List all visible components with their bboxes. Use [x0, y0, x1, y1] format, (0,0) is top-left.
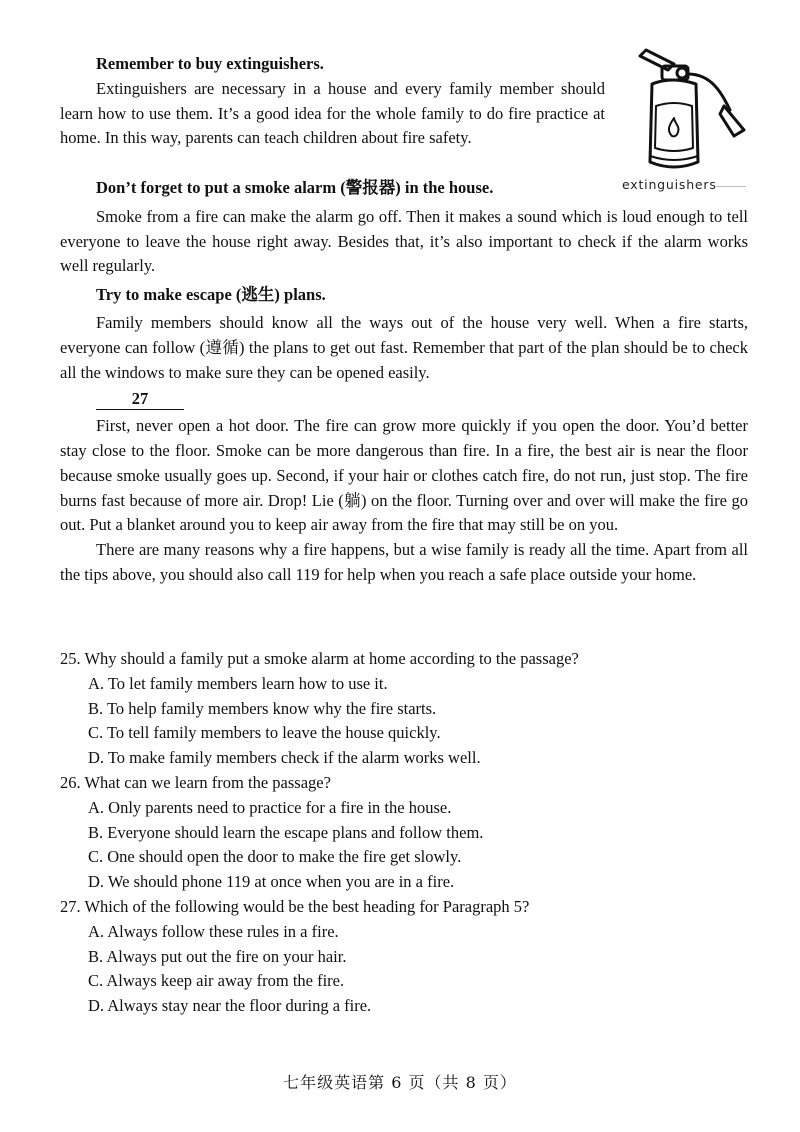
heading-blank [60, 387, 748, 412]
option-b: B. Everyone should learn the escape plans and follow them. [88, 822, 484, 842]
questions-block [60, 647, 748, 1019]
option-a: A. Only parents need to practice for a fire in the house. [88, 797, 452, 817]
option-b: B. Always put out the fire on your hair. [88, 946, 347, 966]
extinguisher-figure [612, 44, 762, 194]
option-b: B. To help family members know why the fire starts. [88, 698, 437, 718]
blank-27: 27 [96, 389, 184, 410]
figure-caption: extinguishers [622, 177, 717, 192]
page-footer: 七年级英语第 6 页（共 8 页） [283, 1073, 517, 1092]
option-a: A. Always follow these rules in a fire. [88, 921, 339, 941]
question-stem: 26. What can we learn from the passage? [60, 772, 331, 792]
option-c: C. To tell family members to leave the house quickly. [88, 723, 441, 743]
heading-alarm: Don’t forget to put a smoke alarm (警报器) in the house. [96, 178, 494, 197]
option-c: C. Always keep air away from the fire. [88, 971, 345, 991]
question-26 [60, 771, 748, 895]
section-extinguishers [60, 52, 605, 151]
question-stem: 25. Why should a family put a smoke alarm at home according to the passage? [60, 649, 579, 668]
option-d: D. We should phone 119 at once when you are in a fire. [88, 872, 455, 892]
question-27 [60, 895, 748, 1019]
question-stem: 27. Which of the following would be the best heading for Paragraph 5? [60, 896, 530, 916]
fire-extinguisher-icon [612, 44, 762, 194]
paragraph-extinguishers: Extinguishers are necessary in a house and every family member should learn how to use them. It’s a good idea for the whole family to do fire practice at home. In this way, parents can teach children about fire safety. [60, 78, 605, 148]
passage-body [60, 176, 748, 588]
paragraph-conclusion: There are many reasons why a fire happens, but a wise family is ready all the time. Apart from all the tips above, you should also call 119 for help when you reach a safe place outside your home. [60, 540, 748, 584]
heading-escape: Try to make escape (逃生) plans. [96, 285, 326, 305]
question-25 [60, 647, 748, 771]
option-d: D. To make family members check if the alarm works well. [88, 748, 481, 768]
option-d: D. Always stay near the floor during a fire. [88, 996, 372, 1016]
paragraph-alarm: Smoke from a fire can make the alarm go off. Then it makes a sound which is loud enough to tell everyone to leave the house right away. Besides that, it’s also important to check if the alarm works well regularly. [60, 206, 748, 276]
heading-extinguishers: Remember to buy extinguishers. [96, 54, 324, 73]
paragraph-rules: First, never open a hot door. The fire can grow more quickly if you open the door. You’d better stay close to the floor. Smoke can be more dangerous than fire. In a fire, the best air is near the floor because smoke usually goes up. Second, if your hair or clothes catch fire, do not run, just stop. The fire burns fast because of more air. Drop! Lie (躺) on the floor. Turning over and over will make the fire go out. Put a blanket around you to keep air away from the fire that may still be on you. [60, 416, 748, 535]
paragraph-escape: Family members should know all the ways out of the house very well. When a fire starts, everyone can follow (遵循) the plans to get out fast. Remember that part of the plan should be to check all the windows to make sure they can be opened easily. [60, 312, 748, 382]
option-c: C. One should open the door to make the fire get slowly. [88, 847, 462, 867]
option-a: A. To let family members learn how to use it. [88, 673, 388, 693]
